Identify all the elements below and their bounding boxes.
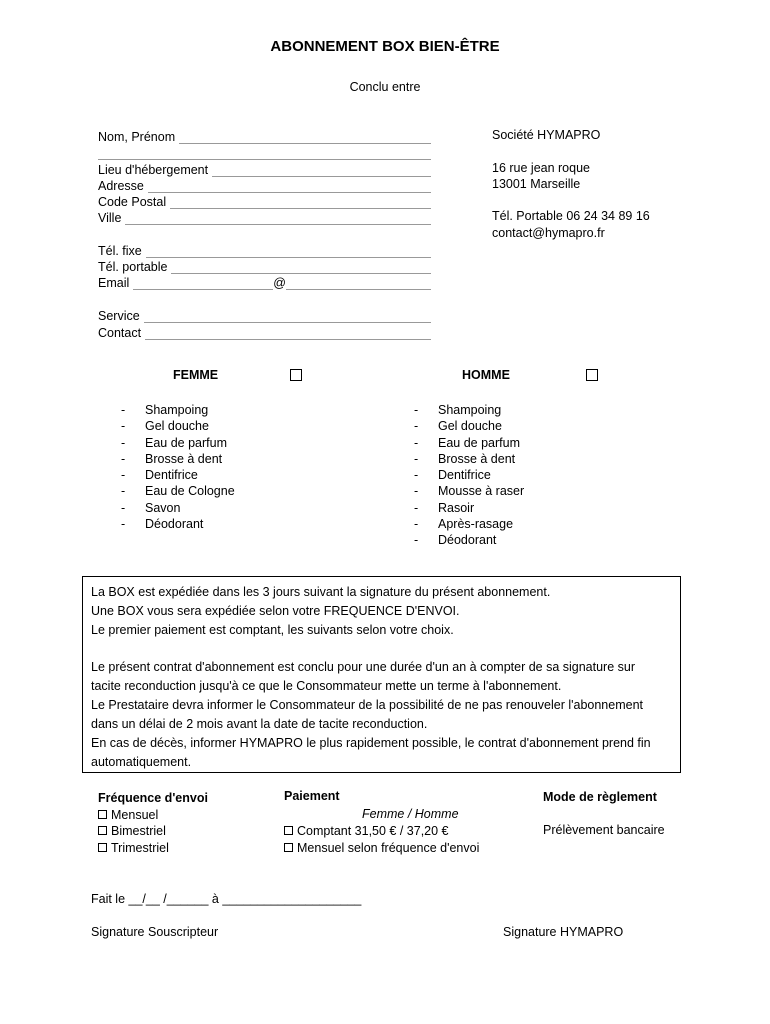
lodging-label: Lieu d'hébergement xyxy=(98,163,209,177)
address-label: Adresse xyxy=(98,179,144,193)
homme-product-list xyxy=(414,402,524,549)
femme-checkbox[interactable] xyxy=(290,369,302,381)
mobile-field[interactable] xyxy=(98,258,431,274)
option-label: Mensuel xyxy=(111,807,159,822)
checkbox-icon[interactable] xyxy=(284,843,293,852)
list-item: - Dentifrice xyxy=(121,467,235,483)
payment-subtitle: Femme / Homme xyxy=(362,807,459,821)
email-at: @ xyxy=(273,276,286,290)
postal-field[interactable] xyxy=(98,193,431,209)
femme-label: FEMME xyxy=(173,368,219,382)
list-item: - Shampoing xyxy=(121,402,235,418)
femme-product-list xyxy=(121,402,235,532)
contact-label: Contact xyxy=(98,326,142,340)
list-item: - Déodorant xyxy=(121,516,235,532)
address-field[interactable] xyxy=(98,177,431,193)
frequency-option-bimestriel[interactable] xyxy=(98,823,208,840)
option-label: Mensuel selon fréquence d'envoi xyxy=(297,841,480,855)
company-name: Société HYMAPRO xyxy=(492,128,601,142)
terms-line: automatiquement. xyxy=(91,755,192,769)
email-field[interactable] xyxy=(98,274,431,290)
option-label: Comptant 31,50 € / 37,20 € xyxy=(297,824,449,838)
terms-line: Le premier paiement est comptant, les suivants selon votre choix. xyxy=(91,623,454,637)
checkbox-icon[interactable] xyxy=(98,810,107,819)
list-item: - Eau de parfum xyxy=(414,435,524,451)
company-street: 16 rue jean roque xyxy=(492,161,590,175)
lodging-field[interactable] xyxy=(98,161,431,177)
company-city: 13001 Marseille xyxy=(492,177,581,191)
mode-title: Mode de règlement xyxy=(543,790,657,804)
homme-checkbox[interactable] xyxy=(586,369,598,381)
list-item: - Dentifrice xyxy=(414,467,524,483)
name-field[interactable] xyxy=(98,128,431,144)
option-label: Trimestriel xyxy=(111,840,169,855)
option-label: Bimestriel xyxy=(111,824,166,838)
page-subtitle: Conclu entre xyxy=(349,80,421,94)
mobile-label: Tél. portable xyxy=(98,260,168,274)
service-field[interactable] xyxy=(98,307,431,323)
terms-box xyxy=(82,576,681,773)
list-item: - Shampoing xyxy=(414,402,524,418)
payment-option-comptant[interactable] xyxy=(284,823,449,840)
signature-company: Signature HYMAPRO xyxy=(503,925,624,939)
list-item: - Gel douche xyxy=(121,418,235,434)
list-item: - Savon xyxy=(121,500,235,516)
terms-line: Le présent contrat d'abonnement est conclu pour une durée d'un an à compter de sa signature sur xyxy=(91,660,636,674)
name-extra-line[interactable] xyxy=(98,158,431,160)
city-field[interactable] xyxy=(98,209,431,225)
name-label: Nom, Prénom xyxy=(98,130,176,144)
terms-line: Le Prestataire devra informer le Consommateur de la possibilité de ne pas renouveler l'abonnement xyxy=(91,698,643,712)
terms-line: dans un délai de 2 mois avant la date de tacite reconduction. xyxy=(91,717,428,731)
list-item: - Eau de parfum xyxy=(121,435,235,451)
contact-field[interactable] xyxy=(98,324,431,340)
company-phone: Tél. Portable 06 24 34 89 16 xyxy=(492,209,650,223)
phone-label: Tél. fixe xyxy=(98,244,142,258)
list-item: - Après-rasage xyxy=(414,516,524,532)
terms-line: tacite reconduction jusqu'à ce que le Consommateur mette un terme à l'abonnement. xyxy=(91,679,562,693)
email-label: Email xyxy=(98,276,130,290)
signature-subscriber: Signature Souscripteur xyxy=(91,925,219,939)
terms-line: En cas de décès, informer HYMAPRO le plus rapidement possible, le contrat d'abonnement prend fin xyxy=(91,736,651,750)
mode-value: Prélèvement bancaire xyxy=(543,823,665,837)
list-item: - Rasoir xyxy=(414,500,524,516)
checkbox-icon[interactable] xyxy=(98,826,107,835)
list-item: - Déodorant xyxy=(414,532,524,548)
frequency-section xyxy=(98,790,208,856)
list-item: - Gel douche xyxy=(414,418,524,434)
service-label: Service xyxy=(98,309,140,323)
checkbox-icon[interactable] xyxy=(284,826,293,835)
payment-option-mensuel[interactable] xyxy=(284,840,479,857)
list-item: - Brosse à dent xyxy=(121,451,235,467)
list-item: - Eau de Cologne xyxy=(121,483,235,499)
made-at-line[interactable]: Fait le __/__ /______ à ____________________ xyxy=(91,892,362,906)
frequency-option-mensuel[interactable] xyxy=(98,807,208,824)
company-email: contact@hymapro.fr xyxy=(492,226,605,240)
terms-line: Une BOX vous sera expédiée selon votre FREQUENCE D'ENVOI. xyxy=(91,604,460,618)
payment-title: Paiement xyxy=(284,789,340,803)
phone-field[interactable] xyxy=(98,242,431,258)
frequency-option-trimestriel[interactable] xyxy=(98,840,208,857)
list-item: - Mousse à raser xyxy=(414,483,524,499)
frequency-title: Fréquence d'envoi xyxy=(98,791,208,805)
homme-label: HOMME xyxy=(462,368,510,382)
terms-line: La BOX est expédiée dans les 3 jours suivant la signature du présent abonnement. xyxy=(91,585,551,599)
page-title: ABONNEMENT BOX BIEN-ÊTRE xyxy=(270,38,500,55)
postal-label: Code Postal xyxy=(98,195,167,209)
city-label: Ville xyxy=(98,211,122,225)
checkbox-icon[interactable] xyxy=(98,843,107,852)
list-item: - Brosse à dent xyxy=(414,451,524,467)
